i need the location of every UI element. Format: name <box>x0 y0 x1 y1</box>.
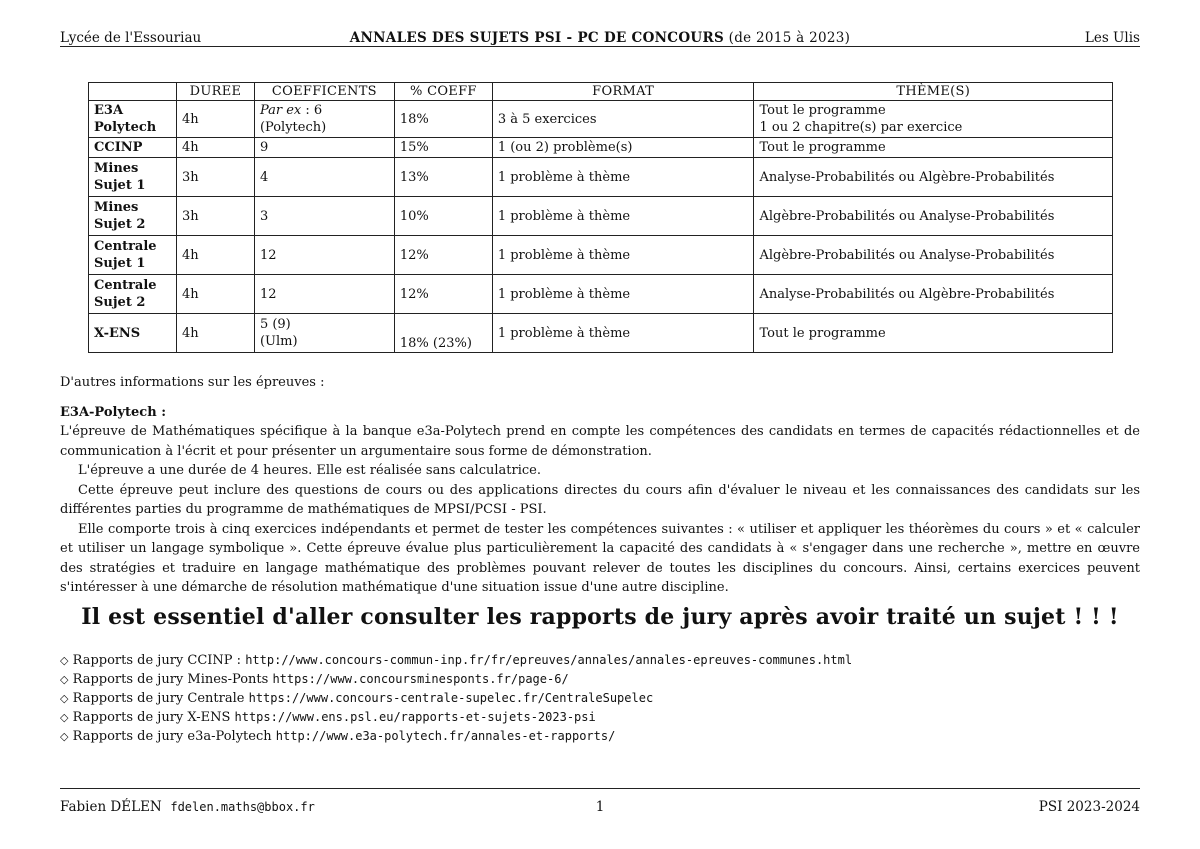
exam-name-line1: Centrale <box>94 278 157 293</box>
link-label: Rapports de jury e3a-Polytech <box>72 729 276 744</box>
exam-name-line2: Sujet 2 <box>94 217 146 232</box>
exam-format: 1 problème à thème <box>492 158 754 197</box>
coefficient-value: 5 (9) <box>259 317 291 332</box>
exam-duration: 4h <box>176 138 254 158</box>
intro-text: D'autres informations sur les épreuves : <box>60 375 325 390</box>
exam-pct-coeff: 13% <box>394 158 492 197</box>
coefficient-value: : 6 <box>301 103 323 118</box>
report-link[interactable]: https://www.concours-centrale-supelec.fr/CentraleSupelec <box>248 691 654 705</box>
exam-duration: 3h <box>176 197 254 236</box>
page-footer <box>60 788 1140 819</box>
list-item <box>60 708 852 727</box>
list-item <box>60 670 852 689</box>
exam-name <box>89 275 177 314</box>
table-row <box>89 158 1113 197</box>
coefficient-note: (Ulm) <box>259 334 298 349</box>
page-header <box>60 28 1140 47</box>
header-title-main: ANNALES DES SUJETS PSI - PC DE CONCOURS <box>349 30 725 46</box>
paragraph: L'épreuve a une durée de 4 heures. Elle est réalisée sans calculatrice. <box>78 463 541 478</box>
exam-name <box>89 197 177 236</box>
exam-coefficient: 3 <box>254 197 394 236</box>
body-text <box>60 373 1140 598</box>
exam-name-line2: Sujet 2 <box>94 295 146 310</box>
exam-name-line2: Sujet 1 <box>94 256 146 271</box>
exam-duration: 4h <box>176 275 254 314</box>
paragraph: L'épreuve de Mathématiques spécifique à la banque e3a-Polytech prend en compte les compétences des candidats en termes de capacités rédactionnelles et de communication à l'écrit et pour présenter un argumentaire sous forme de démonstration. <box>60 424 1140 459</box>
exam-themes: Algèbre-Probabilités ou Analyse-Probabilités <box>754 197 1113 236</box>
exam-themes: Algèbre-Probabilités ou Analyse-Probabilités <box>754 236 1113 275</box>
exam-format: 1 problème à thème <box>492 275 754 314</box>
diamond-bullet-icon: ◇ <box>60 673 69 686</box>
exam-name <box>89 101 177 138</box>
exam-duration: 4h <box>176 314 254 353</box>
exam-duration: 3h <box>176 158 254 197</box>
table-row <box>89 101 1113 138</box>
exam-name <box>89 158 177 197</box>
exam-coefficient: 12 <box>254 236 394 275</box>
exam-format: 1 problème à thème <box>492 314 754 353</box>
table-row <box>89 197 1113 236</box>
list-item <box>60 727 852 746</box>
exam-name: X-ENS <box>89 314 177 353</box>
list-item <box>60 651 852 670</box>
exam-name <box>89 236 177 275</box>
report-link[interactable]: http://www.e3a-polytech.fr/annales-et-rapports/ <box>275 729 616 743</box>
exam-pct-coeff: 18% (23%) <box>394 314 492 353</box>
header-title <box>60 30 1140 46</box>
header-city: Les Ulis <box>1084 30 1140 46</box>
column-header-format: FORMAT <box>492 83 754 101</box>
exam-name-line2: Polytech <box>94 120 157 135</box>
column-header-themes: THÈME(S) <box>754 83 1113 101</box>
exam-duration: 4h <box>176 101 254 138</box>
exam-pct-coeff: 15% <box>394 138 492 158</box>
coefficient-italic: Par ex <box>259 103 302 118</box>
column-header-duree: DUREE <box>176 83 254 101</box>
exam-themes <box>754 101 1113 138</box>
exam-pct-coeff: 12% <box>394 275 492 314</box>
table-header-row <box>89 83 1113 101</box>
exam-name-line1: Centrale <box>94 239 157 254</box>
exam-coefficient: 12 <box>254 275 394 314</box>
exam-name-line1: E3A <box>94 103 124 118</box>
exam-themes: Tout le programme <box>754 314 1113 353</box>
exam-name-line1: Mines <box>94 200 139 215</box>
list-item <box>60 689 852 708</box>
exam-pct-coeff: 18% <box>394 101 492 138</box>
link-label: Rapports de jury Mines-Ponts <box>72 672 273 687</box>
exam-format: 1 problème à thème <box>492 197 754 236</box>
exam-pct-coeff: 12% <box>394 236 492 275</box>
exam-format: 3 à 5 exercices <box>492 101 754 138</box>
table-row <box>89 314 1113 353</box>
exam-themes: Tout le programme <box>754 138 1113 158</box>
theme-line2: 1 ou 2 chapitre(s) par exercice <box>759 120 963 135</box>
exam-name: CCINP <box>89 138 177 158</box>
exam-format: 1 problème à thème <box>492 236 754 275</box>
paragraph: Cette épreuve peut inclure des questions de cours ou des applications directes du cours afin d'évaluer le niveau et les connaissances des candidats sur les différentes parties du programme de mathématiques de MPSI/PCSI - PSI. <box>60 482 1140 517</box>
jury-reports-heading: Il est essentiel d'aller consulter les rapports de jury après avoir traité un sujet ! ! ! <box>81 604 1119 630</box>
report-link[interactable]: https://www.ens.psl.eu/rapports-et-sujets-2023-psi <box>234 710 596 724</box>
diamond-bullet-icon: ◇ <box>60 654 69 667</box>
report-link[interactable]: http://www.concours-commun-inp.fr/fr/epreuves/annales/annales-epreuves-communes.html <box>245 653 853 667</box>
author-email[interactable]: fdelen.maths@bbox.fr <box>170 800 315 814</box>
theme-line1: Tout le programme <box>759 103 886 118</box>
exam-themes: Analyse-Probabilités ou Algèbre-Probabilités <box>754 158 1113 197</box>
header-title-years: (de 2015 à 2023) <box>724 30 851 46</box>
column-header-empty <box>89 83 177 101</box>
link-label: Rapports de jury CCINP : <box>72 653 246 668</box>
diamond-bullet-icon: ◇ <box>60 711 69 724</box>
exam-name-line2: Sujet 1 <box>94 178 146 193</box>
column-header-coefficients: COEFFICENTS <box>254 83 394 101</box>
table-row <box>89 236 1113 275</box>
exam-themes: Analyse-Probabilités ou Algèbre-Probabilités <box>754 275 1113 314</box>
diamond-bullet-icon: ◇ <box>60 730 69 743</box>
exams-table <box>88 82 1113 353</box>
author-name: Fabien DÉLEN <box>60 799 162 815</box>
table-row <box>89 138 1113 158</box>
exam-coefficient: 4 <box>254 158 394 197</box>
footer-class-year: PSI 2023-2024 <box>1038 799 1140 815</box>
exam-pct-coeff: 10% <box>394 197 492 236</box>
exam-coefficient: 9 <box>254 138 394 158</box>
column-header-pct-coeff: % COEFF <box>394 83 492 101</box>
exam-format: 1 (ou 2) problème(s) <box>492 138 754 158</box>
exam-name-line1: Mines <box>94 161 139 176</box>
diamond-bullet-icon: ◇ <box>60 692 69 705</box>
section-title: E3A-Polytech : <box>60 404 166 420</box>
coefficient-note: (Polytech) <box>259 120 327 135</box>
link-label: Rapports de jury X-ENS <box>72 710 235 725</box>
exam-duration: 4h <box>176 236 254 275</box>
exam-coefficient <box>254 101 394 138</box>
jury-reports-list <box>60 651 852 746</box>
report-link[interactable]: https://www.concoursminesponts.fr/page-6/ <box>272 672 569 686</box>
exam-coefficient <box>254 314 394 353</box>
paragraph: Elle comporte trois à cinq exercices indépendants et permet de tester les compétences suivantes : « utiliser et appliquer les théorèmes du cours » et « calculer et utiliser un langage symbolique ». Cette épreuve évalue plus particulièrement la capacité des candidats à « s'engager dans une recherche », mettre en œuvre des stratégies et traduire en langage mathématique des problèmes pouvant relever de toutes les disciplines du concours. Ainsi, certains exercices peuvent s'intéresser à une démarche de résolution mathématique d'une situation issue d'une autre discipline. <box>60 521 1140 595</box>
table-row <box>89 275 1113 314</box>
header-school: Lycée de l'Essouriau <box>60 30 202 46</box>
link-label: Rapports de jury Centrale <box>72 691 249 706</box>
page-number: 1 <box>595 799 605 815</box>
